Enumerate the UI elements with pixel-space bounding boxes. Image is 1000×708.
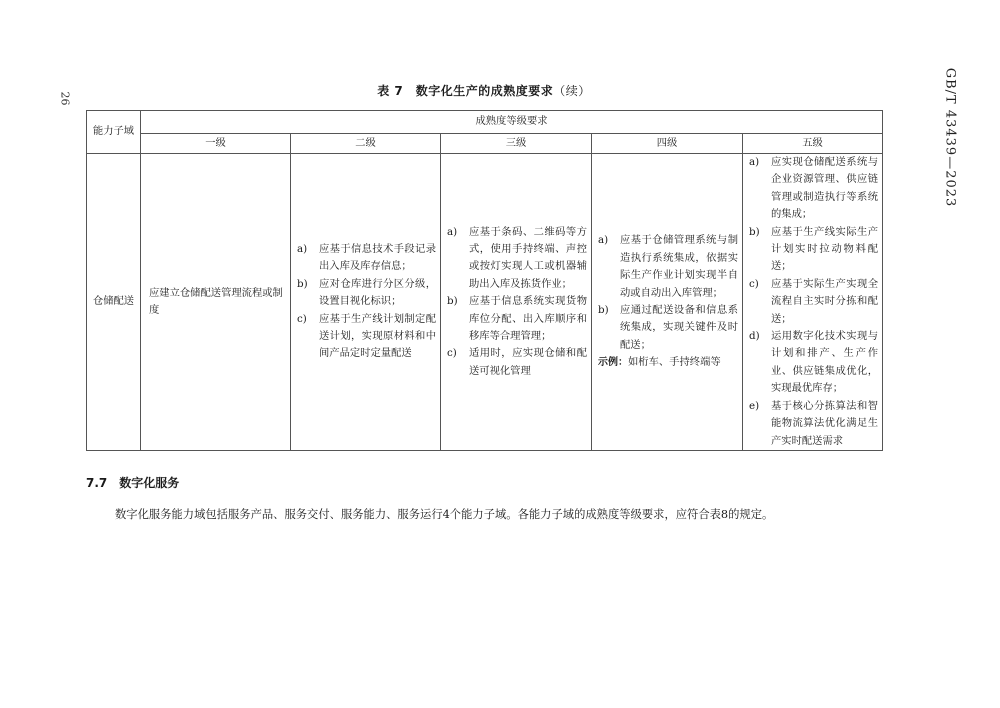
table-row bbox=[87, 154, 883, 451]
domain-cell: 仓储配送 bbox=[87, 154, 141, 451]
list-item-text: 应基于信息系统实现货物库位分配、出入库顺序和移库等合理管理； bbox=[469, 295, 587, 343]
list-marker: d) bbox=[749, 330, 760, 343]
list-item-text: 应基于仓储管理系统与制造执行系统集成，依据实际生产作业计划实现半自动或自动出入库管理； bbox=[620, 234, 738, 299]
list-item bbox=[598, 232, 738, 302]
list-item-text: 应基于条码、二维码等方式，使用手持终端、声控或按灯实现人工或机器辅助出入库及拣货作业； bbox=[469, 225, 587, 290]
table-title bbox=[0, 82, 968, 99]
section-paragraph: 数字化服务能力域包括服务产品、服务交付、服务能力、服务运行4个能力子域。各能力子域的成熟度等级要求，应符合表8的规定。 bbox=[115, 508, 774, 521]
header-domain-cell: 能力子域 bbox=[87, 111, 141, 154]
list-marker: a) bbox=[447, 225, 458, 238]
list-item-text: 应基于生产线计划制定配送计划，实现原材料和中间产品定时定量配送 bbox=[319, 312, 436, 360]
list-item bbox=[447, 293, 587, 345]
list-marker: b) bbox=[598, 303, 609, 316]
header-level-3: 三级 bbox=[441, 134, 592, 154]
list-marker: b) bbox=[749, 225, 760, 238]
header-row-levels bbox=[87, 134, 883, 154]
list-marker: a) bbox=[297, 243, 308, 256]
example-text: 如桁车、手持终端等 bbox=[628, 356, 721, 369]
level2-cell bbox=[291, 154, 441, 451]
list-marker: a) bbox=[749, 156, 760, 168]
level3-cell bbox=[441, 154, 592, 451]
header-level-5: 五级 bbox=[743, 134, 883, 154]
list-item-text: 应基于信息技术手段记录出入库及库存信息； bbox=[319, 243, 436, 273]
header-level-4: 四级 bbox=[592, 134, 743, 154]
header-levels-group-cell: 成熟度等级要求 bbox=[141, 111, 883, 134]
list-item-text: 应通过配送设备和信息系统集成，实现关键件及时配送； bbox=[620, 303, 738, 351]
list-marker: b) bbox=[297, 277, 308, 290]
header-row-group bbox=[87, 111, 883, 134]
list-marker: b) bbox=[447, 295, 458, 308]
list-item-text: 应基于实际生产实现全流程自主实时分拣和配送； bbox=[771, 277, 879, 325]
section-heading bbox=[86, 474, 179, 491]
level1-text: 应建立仓储配送管理流程或制度 bbox=[149, 286, 283, 316]
list-item bbox=[749, 398, 878, 450]
list-item bbox=[749, 328, 878, 398]
level4-cell bbox=[592, 154, 743, 451]
list-item bbox=[749, 224, 878, 276]
table-title-continued: （续） bbox=[553, 84, 591, 98]
list-item bbox=[447, 224, 587, 294]
list-item bbox=[297, 311, 436, 363]
header-level-1: 一级 bbox=[141, 134, 291, 154]
page-number: 26 bbox=[58, 91, 72, 106]
list-marker: c) bbox=[297, 312, 307, 325]
list-item bbox=[297, 241, 436, 276]
list-item-text: 适用时，应实现仓储和配送可视化管理 bbox=[469, 347, 587, 377]
list-item-text: 应对仓库进行分区分级，设置目视化标识； bbox=[319, 277, 436, 308]
level5-cell bbox=[743, 154, 883, 451]
list-marker: c) bbox=[447, 347, 457, 360]
list-item bbox=[598, 302, 738, 354]
list-marker: c) bbox=[749, 277, 759, 290]
list-item-text: 应实现仓储配送系统与企业资源管理、供应链管理或制造执行等系统的集成； bbox=[771, 156, 879, 221]
example-note bbox=[592, 354, 742, 371]
maturity-table bbox=[86, 110, 883, 451]
list-marker: e) bbox=[749, 399, 760, 412]
example-label: 示例： bbox=[598, 357, 628, 369]
table-title-text: 表 7 数字化生产的成熟度要求 bbox=[377, 84, 554, 98]
list-item bbox=[297, 276, 436, 311]
header-level-2: 二级 bbox=[291, 134, 441, 154]
list-item bbox=[749, 276, 878, 328]
standard-code: GB/T 43439—2023 bbox=[942, 67, 958, 208]
level1-cell bbox=[141, 154, 291, 451]
section-number: 7.7 bbox=[86, 476, 108, 490]
list-item bbox=[749, 154, 878, 224]
section-title: 数字化服务 bbox=[119, 476, 180, 490]
list-item-text: 基于核心分拣算法和智能物流算法优化满足生产实时配送需求 bbox=[771, 399, 879, 447]
list-marker: a) bbox=[598, 234, 609, 247]
list-item bbox=[447, 345, 587, 380]
list-item-text: 应基于生产线实际生产计划实时拉动物料配送； bbox=[771, 225, 879, 273]
list-item-text: 运用数字化技术实现与计划和排产、生产作业、供应链集成优化，实现最优库存； bbox=[771, 330, 879, 395]
